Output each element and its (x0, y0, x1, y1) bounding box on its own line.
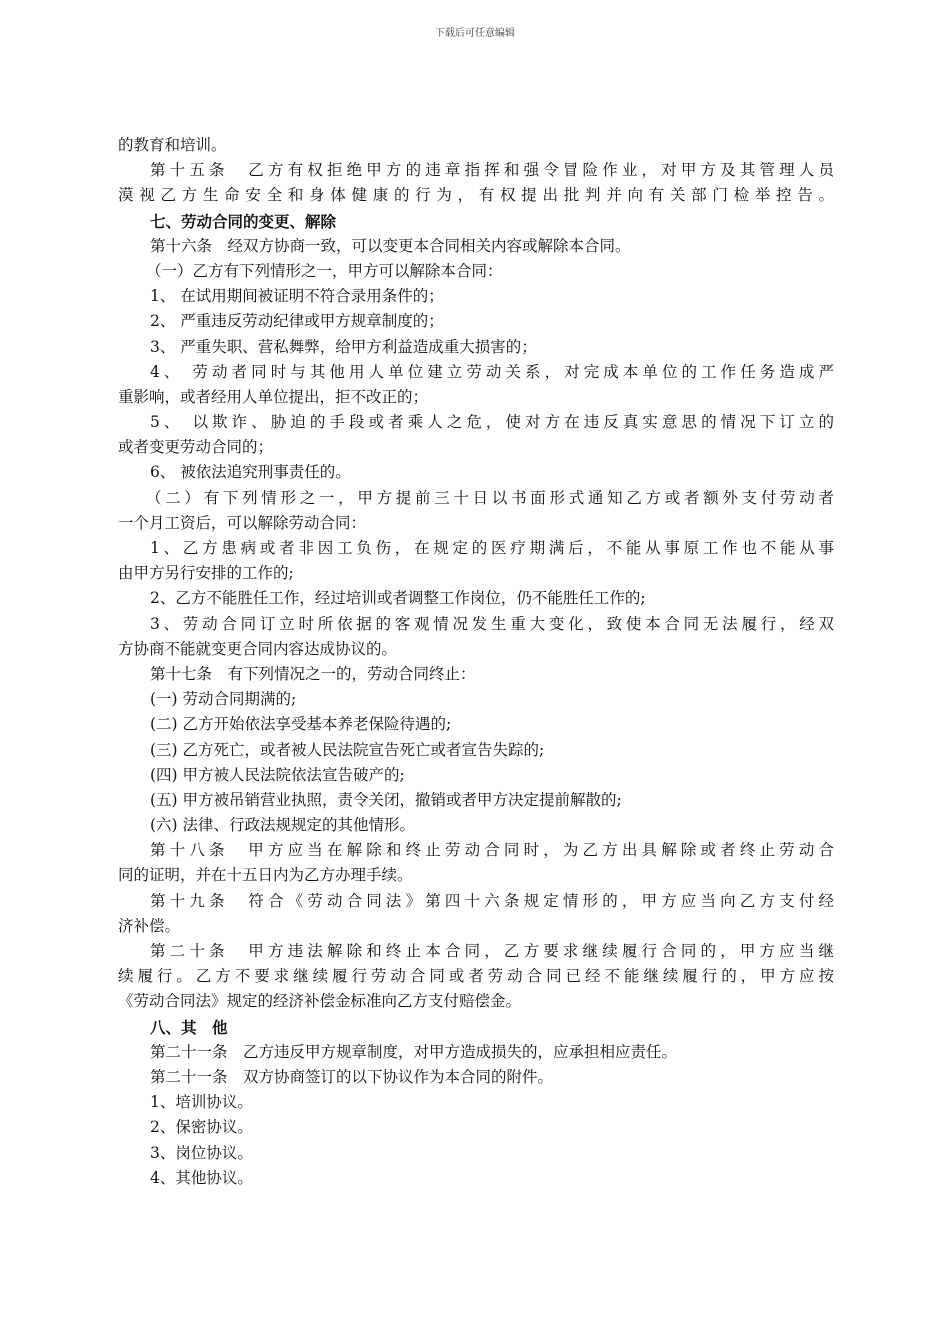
text-line: 或者变更劳动合同的； (118, 438, 274, 457)
text-line: 第十六条 经双方协商一致，可以变更本合同相关内容或解除本合同。 (150, 236, 631, 255)
text-line: (五) 甲方被吊销营业执照，责令关闭，撤销或者甲方决定提前解散的; (150, 790, 622, 809)
section-heading: 七、劳动合同的变更、解除 (150, 211, 337, 231)
text-line: 续履行。乙方不要求继续履行劳动合同或者劳动合同已经不能继续履行的，甲方应按 (118, 967, 834, 986)
text-line: 4、其他协议。 (150, 1168, 253, 1187)
text-line: 由甲方另行安排的工作的; (118, 564, 294, 583)
text-line: (四) 甲方被人民法院依法宣告破产的; (150, 765, 405, 784)
text-line: 2、 严重违反劳动纪律或甲方规章制度的； (150, 312, 444, 331)
text-line: (二) 乙方开始依法享受基本养老保险待遇的; (150, 715, 452, 734)
page-header: 下载后可任意编辑 (435, 28, 515, 39)
text-line: 方协商不能就变更合同内容达成协议的。 (118, 639, 398, 658)
text-line: 一个月工资后，可以解除劳动合同： (118, 513, 367, 532)
section-heading: 八、其 他 (150, 1017, 228, 1037)
text-line: 5、 以欺诈、胁迫的手段或者乘人之危，使对方在违反真实意思的情况下订立的 (150, 413, 834, 432)
text-line: 重影响，或者经用人单位提出，拒不改正的； (118, 387, 429, 406)
text-line: 1、培训协议。 (150, 1093, 253, 1112)
text-line: 2、保密协议。 (150, 1118, 253, 1137)
text-line: 第十五条 乙方有权拒绝甲方的违章指挥和强令冒险作业，对甲方及其管理人员 (150, 161, 834, 180)
text-line: 3、 严重失职、营私舞弊，给甲方利益造成重大损害的； (150, 337, 537, 356)
document-body (118, 133, 834, 1191)
text-line: (六) 法律、行政法规规定的其他情形。 (150, 816, 416, 835)
text-line: 同的证明，并在十五日内为乙方办理手续。 (118, 866, 413, 885)
text-line: 漠视乙方生命安全和身体健康的行为，有权提出批判并向有关部门检举控告。 (118, 186, 834, 205)
text-line: 第十八条 甲方应当在解除和终止劳动合同时，为乙方出具解除或者终止劳动合 (150, 841, 834, 860)
text-line: 第二十一条 双方协商签订的以下协议作为本合同的附件。 (150, 1067, 554, 1086)
text-line: 3、岗位协议。 (150, 1143, 253, 1162)
text-line: 第二十条 甲方违法解除和终止本合同，乙方要求继续履行合同的，甲方应当继 (150, 942, 834, 960)
text-line: （一）乙方有下列情形之一，甲方可以解除本合同： (146, 261, 503, 280)
text-line: 济补偿。 (118, 916, 181, 935)
text-line: 6、 被依法追究刑事责任的。 (150, 463, 351, 482)
text-line: 第十七条 有下列情况之一的，劳动合同终止： (150, 664, 476, 683)
text-line: 1、 在试用期间被证明不符合录用条件的； (150, 287, 444, 306)
text-line: (三) 乙方死亡，或者被人民法院宣告死亡或者宣告失踪的; (150, 740, 545, 759)
text-line: 3、劳动合同订立时所依据的客观情况发生重大变化，致使本合同无法履行，经双 (150, 614, 834, 633)
text-line: 的教育和培训。 (118, 136, 227, 154)
text-line: 4、 劳动者同时与其他用人单位建立劳动关系，对完成本单位的工作任务造成严 (150, 362, 834, 381)
text-line: 第二十一条 乙方违反甲方规章制度，对甲方造成损失的，应承担相应责任。 (150, 1042, 678, 1061)
text-line: 第十九条 符合《劳动合同法》第四十六条规定情形的，甲方应当向乙方支付经 (150, 891, 834, 910)
text-line: （二）有下列情形之一，甲方提前三十日以书面形式通知乙方或者额外支付劳动者 (146, 488, 834, 507)
text-line: 《劳动合同法》规定的经济补偿金标准向乙方支付赔偿金。 (118, 992, 522, 1011)
text-line: 2、乙方不能胜任工作，经过培训或者调整工作岗位，仍不能胜任工作的; (150, 589, 646, 608)
text-line: (一) 劳动合同期满的; (150, 690, 297, 709)
text-line: 1、乙方患病或者非因工负伤，在规定的医疗期满后，不能从事原工作也不能从事 (150, 539, 834, 557)
